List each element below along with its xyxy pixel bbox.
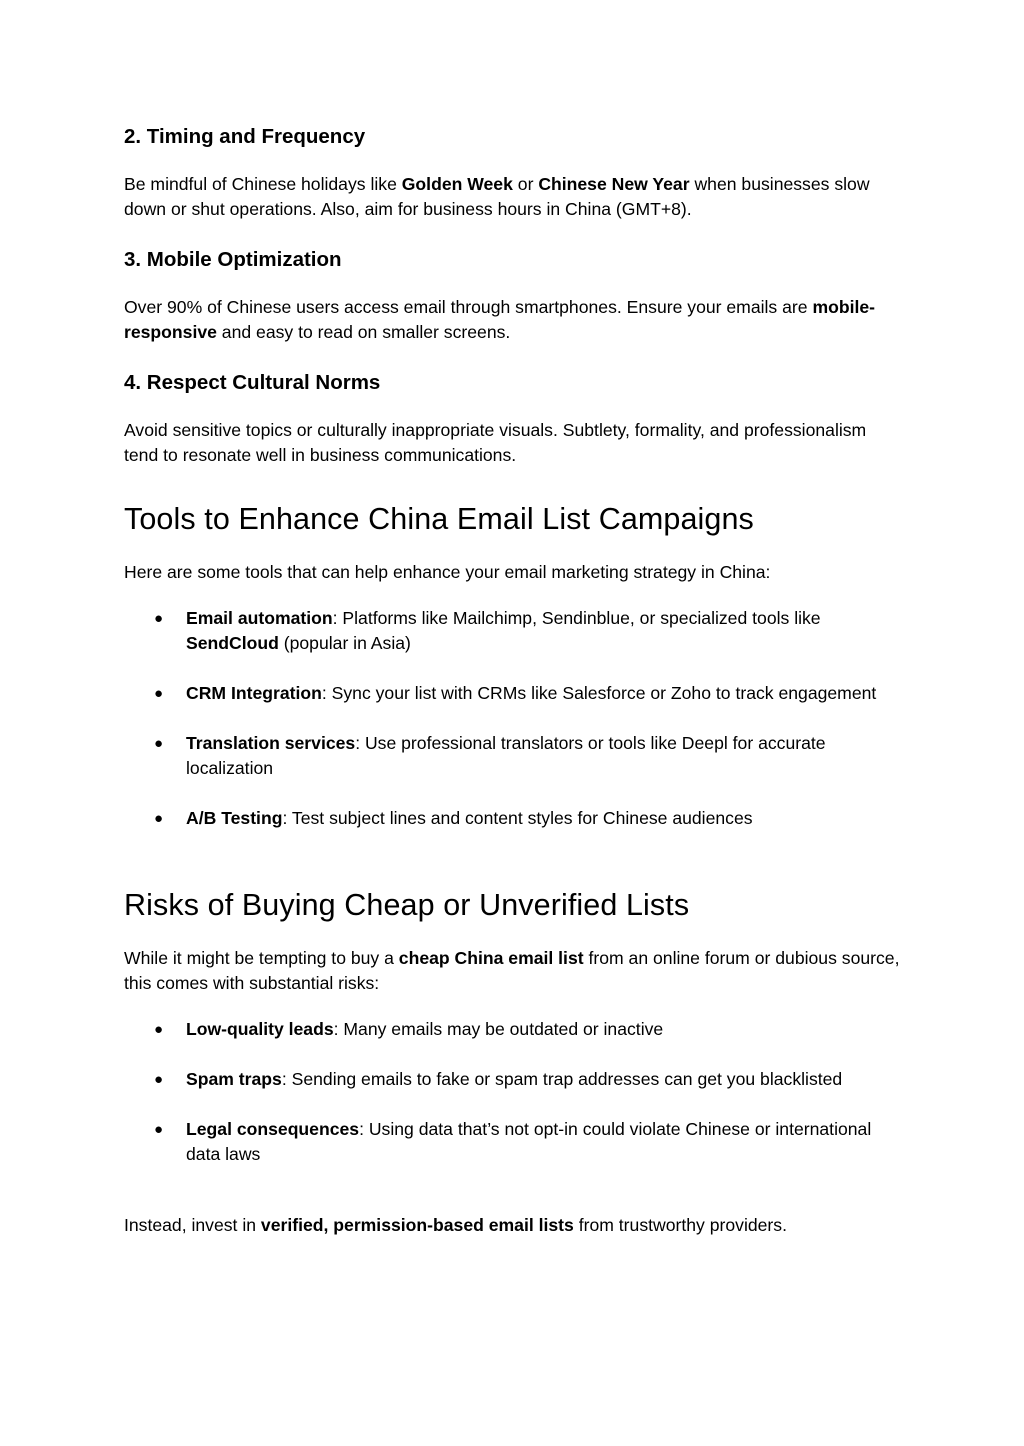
- list-item: ● Legal consequences: Using data that’s not opt-in could violate Chinese or international data laws: [154, 1119, 872, 1164]
- paragraph-cultural: Avoid sensitive topics or culturally inappropriate visuals. Subtlety, formality, and professionalism tend to resonate well in business communications.: [124, 420, 867, 465]
- paragraph-risks-intro: While it might be tempting to buy a cheap China email list from an online forum or dubious source, this comes with substantial risks:: [124, 948, 900, 993]
- bold-chinese-new-year: Chinese New Year: [538, 174, 690, 194]
- bullet-icon: ●: [154, 610, 164, 627]
- section-heading-cultural: 4. Respect Cultural Norms: [124, 371, 381, 394]
- paragraph-timing: Be mindful of Chinese holidays like Golden Week or Chinese New Year when businesses slow down or shut operations. Also, aim for business hours in China (GMT+8).: [124, 174, 870, 219]
- list-item: ● CRM Integration: Sync your list with CRMs like Salesforce or Zoho to track engagement: [124, 681, 900, 706]
- bold-mobile-responsive: mobile-responsive: [124, 297, 875, 342]
- list-item: ● A/B Testing: Test subject lines and content styles for Chinese audiences: [124, 806, 900, 831]
- bullet-icon: ●: [154, 1071, 164, 1088]
- paragraph-mobile: Over 90% of Chinese users access email through smartphones. Ensure your emails are mobile-responsive and easy to read on smaller screens.: [124, 297, 875, 342]
- section-heading-mobile: 3. Mobile Optimization: [124, 248, 342, 271]
- bold-verified-lists: verified, permission-based email lists: [260, 1215, 574, 1235]
- bold-golden-week: Golden Week: [401, 174, 513, 194]
- section-heading-risks: Risks of Buying Cheap or Unverified Lists: [124, 888, 690, 922]
- bullet-icon: ●: [154, 810, 164, 827]
- list-item: ● Spam traps: Sending emails to fake or spam trap addresses can get you blacklisted: [124, 1067, 900, 1092]
- list-item: ● Low-quality leads: Many emails may be outdated or inactive: [124, 1017, 900, 1042]
- bullet-icon: ●: [154, 1021, 164, 1038]
- bullet-icon: ●: [154, 685, 164, 702]
- section-heading-timing: 2. Timing and Frequency: [124, 125, 366, 148]
- section-heading-tools: Tools to Enhance China Email List Campaigns: [124, 502, 754, 536]
- bullet-icon: ●: [154, 735, 164, 752]
- tools-list: [124, 606, 900, 831]
- risks-list: [124, 1017, 900, 1167]
- paragraph-tools-intro: Here are some tools that can help enhance your email marketing strategy in China:: [124, 562, 771, 582]
- bold-cheap-china-email-list: cheap China email list: [398, 948, 584, 968]
- bullet-icon: ●: [154, 1121, 164, 1138]
- list-item: ● Translation services: Use professional translators or tools like Deepl for accurate localization: [154, 733, 826, 778]
- list-item: ● Email automation: Platforms like Mailchimp, Sendinblue, or specialized tools like SendCloud (popular in Asia): [154, 608, 821, 653]
- paragraph-risks-closing: Instead, invest in verified, permission-based email lists from trustworthy providers.: [124, 1215, 787, 1235]
